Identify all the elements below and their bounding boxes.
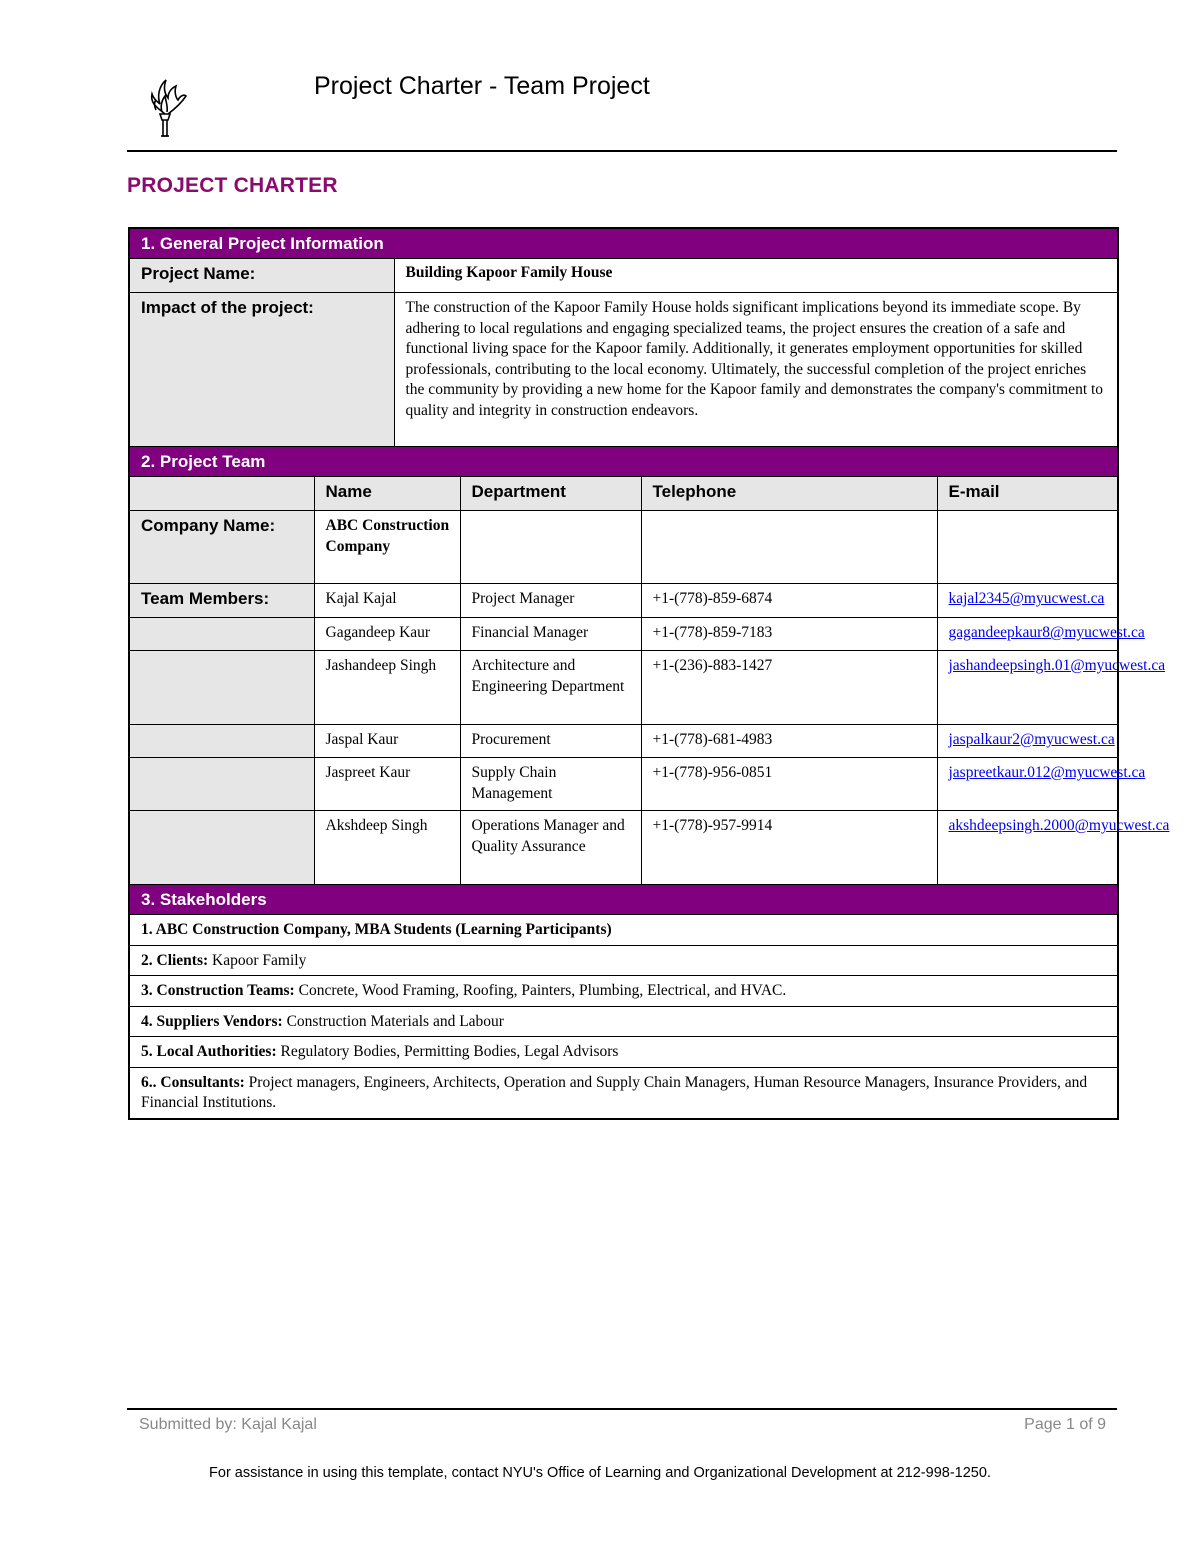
stakeholder-text: Concrete, Wood Framing, Roofing, Painters, Plumbing, Electrical, and HVAC. — [294, 982, 787, 999]
table-row — [129, 725, 1118, 758]
document-title: Project Charter - Team Project — [314, 72, 650, 100]
member-department: Supply Chain Management — [460, 758, 641, 811]
company-row — [129, 511, 1118, 584]
charter-table — [128, 227, 1170, 1120]
project-name-label: Project Name: — [129, 259, 394, 293]
impact-label: Impact of the project: — [129, 293, 394, 447]
member-phone: +1-(778)-859-7183 — [641, 618, 937, 651]
page-number: Page 1 of 9 — [1024, 1416, 1106, 1433]
member-name: Gagandeep Kaur — [314, 618, 460, 651]
stakeholder-item — [129, 945, 1118, 976]
stakeholder-item — [129, 1037, 1118, 1068]
project-name-value: Building Kapoor Family House — [394, 259, 1118, 293]
member-name: Kajal Kajal — [314, 584, 460, 618]
member-name: Akshdeep Singh — [314, 811, 460, 885]
column-header-telephone: Telephone — [641, 477, 937, 511]
member-email-link[interactable]: jaspalkaur2@myucwest.ca — [937, 725, 1118, 758]
column-header-department: Department — [460, 477, 641, 511]
member-phone: +1-(778)-956-0851 — [641, 758, 937, 811]
impact-row — [129, 293, 1118, 447]
header-divider — [127, 150, 1117, 152]
stakeholder-label: 6.. Consultants: — [141, 1073, 245, 1091]
members-label: Team Members: — [129, 584, 314, 618]
member-name: Jashandeep Singh — [314, 651, 460, 725]
stakeholder-item — [129, 1067, 1118, 1119]
stakeholder-text: Regulatory Bodies, Permitting Bodies, Legal Advisors — [276, 1043, 619, 1060]
column-header-email: E-mail — [937, 477, 1118, 511]
stakeholder-text: Kapoor Family — [208, 951, 307, 969]
assistance-note: For assistance in using this template, contact NYU's Office of Learning and Organizational Development at 212-998-1250. — [209, 1465, 991, 1481]
page-title: PROJECT CHARTER — [127, 174, 338, 197]
torch-icon — [140, 74, 190, 140]
member-department: Project Manager — [460, 584, 641, 618]
member-email-link[interactable]: akshdeepsingh.2000@myucwest.ca — [937, 811, 1118, 885]
section-general-heading: 1. General Project Information — [129, 228, 1118, 259]
member-email-link[interactable]: gagandeepkaur8@myucwest.ca — [937, 618, 1118, 651]
footer-divider — [127, 1408, 1117, 1410]
member-department: Architecture and Engineering Department — [460, 651, 641, 725]
member-department: Procurement — [460, 725, 641, 758]
section-team-heading: 2. Project Team — [129, 447, 1118, 477]
impact-value: The construction of the Kapoor Family House holds significant implications beyond its immediate scope. By adhering to local regulations and engaging specialized teams, the project ensures the creation of a safe and functional living space for the Kapoor family. Additionally, it generates employment opportunities for skilled professionals, contributing to the local economy. Ultimately, the successful completion of the project enriches the community by providing a new home for the Kapoor family and demonstrates the company's commitment to quality and integrity in construction endeavors. — [394, 293, 1118, 447]
member-email-link[interactable]: kajal2345@myucwest.ca — [937, 584, 1118, 618]
member-phone: +1-(778)-859-6874 — [641, 584, 937, 618]
member-department: Operations Manager and Quality Assurance — [460, 811, 641, 885]
member-phone: +1-(778)-681-4983 — [641, 725, 937, 758]
stakeholder-label: 2. Clients: — [141, 951, 209, 969]
table-row — [129, 584, 1118, 618]
company-label: Company Name: — [129, 511, 314, 584]
member-name: Jaspal Kaur — [314, 725, 460, 758]
table-row — [129, 758, 1118, 811]
project-name-row — [129, 259, 1118, 293]
member-phone: +1-(778)-957-9914 — [641, 811, 937, 885]
member-department: Financial Manager — [460, 618, 641, 651]
table-row — [129, 811, 1118, 885]
column-header-empty — [129, 477, 314, 511]
section-stakeholders-heading: 3. Stakeholders — [129, 885, 1118, 915]
stakeholder-item — [129, 915, 1118, 946]
column-header-name: Name — [314, 477, 460, 511]
table-row — [129, 618, 1118, 651]
stakeholder-label: 3. Construction Teams: — [141, 982, 295, 999]
member-email-link[interactable]: jaspreetkaur.012@myucwest.ca — [937, 758, 1118, 811]
stakeholder-text: Project managers, Engineers, Architects, Operation and Supply Chain Managers, Human Resource Managers, Insurance Providers, and Financial Institutions. — [141, 1073, 1088, 1111]
member-name: Jaspreet Kaur — [314, 758, 460, 811]
submitted-by: Submitted by: Kajal Kajal — [139, 1416, 317, 1433]
table-row — [129, 651, 1118, 725]
stakeholder-item — [129, 1006, 1118, 1037]
stakeholder-label: 4. Suppliers Vendors: — [141, 1012, 283, 1030]
member-phone: +1-(236)-883-1427 — [641, 651, 937, 725]
member-email-link[interactable]: jashandeepsingh.01@myucwest.ca — [937, 651, 1118, 725]
stakeholder-text: Construction Materials and Labour — [282, 1012, 504, 1030]
team-column-headers — [129, 477, 1118, 511]
stakeholder-item — [129, 976, 1118, 1007]
company-value: ABC Construction Company — [314, 511, 460, 584]
stakeholder-label: 5. Local Authorities: — [141, 1043, 277, 1060]
stakeholder-label: 1. ABC Construction Company, MBA Students (Learning Participants) — [141, 921, 612, 938]
